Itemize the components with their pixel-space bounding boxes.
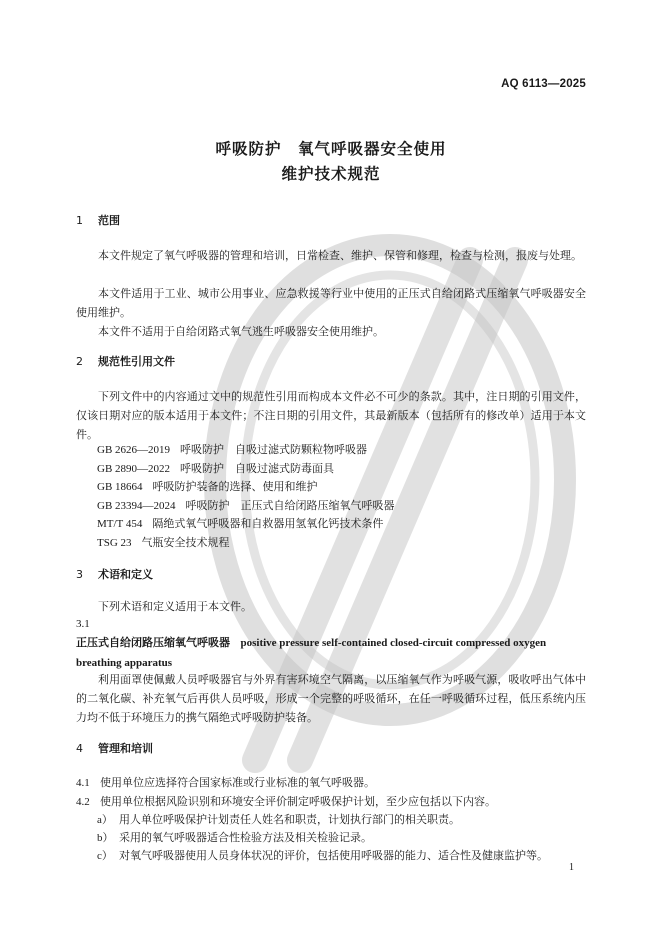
- reference-item: [97, 441, 367, 457]
- page-number: 1: [569, 862, 574, 873]
- clause-item: [76, 774, 375, 790]
- reference-code: MT/T 454: [97, 518, 143, 530]
- section-title: 范围: [98, 214, 120, 227]
- term-title: [76, 633, 588, 673]
- section-3-heading: [76, 566, 153, 582]
- section-4-heading: [76, 740, 153, 756]
- clause-number: 4.1: [76, 777, 90, 789]
- section-3-intro: 下列术语和定义适用于本文件。: [98, 600, 252, 613]
- clause-number: 4.2: [76, 796, 90, 808]
- section-1-heading: [76, 212, 120, 228]
- term-definition: 利用面罩使佩戴人员呼吸器官与外界有害环境空气隔离，以压缩氧气作为呼吸气源，吸收呼出气体中的二氧化碳、补充氧气后再供人员呼吸，形成一个完整的呼吸循环，在任一呼吸循环过程，低压系统内压力均不低于环境压力的携气隔绝式呼吸防护装备。: [76, 673, 586, 724]
- section-2-intro: 下列文件中的内容通过文中的规范性引用而构成本文件必不可少的条款。其中，注日期的引用文件，仅该日期对应的版本适用于本文件；不注日期的引用文件，其最新版本（包括所有的修改单）适用于本文件。: [76, 390, 586, 441]
- reference-title: 呼吸防护 自吸过滤式防毒面具: [180, 462, 335, 475]
- list-item-number: a）: [97, 814, 113, 826]
- section-1-paragraph-2: 本文件适用于工业、城市公用事业、应急救援等行业中使用的正压式自给闭路式压缩氧气呼吸器安全使用维护。: [76, 287, 586, 319]
- section-number: 3: [76, 568, 83, 581]
- reference-item: [97, 478, 318, 494]
- term-name-zh: 正压式自给闭路压缩氧气呼吸器: [76, 636, 230, 649]
- clause-text: 使用单位应选择符合国家标准或行业标准的氧气呼吸器。: [100, 776, 375, 789]
- reference-item: [97, 497, 395, 513]
- term-number: 3.1: [76, 618, 90, 630]
- list-item-number: c）: [97, 850, 113, 862]
- section-title: 管理和培训: [98, 742, 153, 755]
- section-title: 规范性引用文件: [98, 355, 175, 368]
- reference-code: GB 18664: [97, 481, 143, 493]
- section-1-paragraph-1: 本文件规定了氧气呼吸器的管理和培训，日常检查、维护、保管和修理，检查与检测，报废与处理。: [98, 249, 582, 262]
- list-item: [97, 847, 548, 863]
- reference-title: 呼吸防护 正压式自给闭路压缩氧气呼吸器: [185, 499, 395, 512]
- section-number: 2: [76, 355, 83, 368]
- reference-title: 呼吸防护 自吸过滤式防颗粒物呼吸器: [180, 443, 368, 456]
- reference-code: GB 2890—2022: [97, 463, 171, 475]
- term-name-en: positive pressure self-contained closed-circuit compressed oxygen breathing apparatus: [76, 637, 547, 669]
- reference-title: 呼吸防护装备的选择、使用和维护: [152, 480, 318, 493]
- clause-text: 使用单位根据风险识别和环境安全评价制定呼吸保护计划，至少应包括以下内容。: [100, 795, 496, 808]
- reference-code: GB 23394—2024: [97, 500, 176, 512]
- list-item-text: 对氧气呼吸器使用人员身体状况的评价，包括使用呼吸器的能力、适合性及健康监护等。: [119, 849, 548, 862]
- section-2-heading: [76, 353, 175, 369]
- reference-item: [97, 460, 334, 476]
- reference-code: TSG 23: [97, 537, 132, 549]
- section-number: 1: [76, 214, 83, 227]
- list-item: [97, 829, 372, 845]
- reference-item: [97, 515, 383, 531]
- reference-title: 气瓶安全技术规程: [141, 536, 230, 549]
- reference-item: [97, 534, 230, 550]
- document-title-line2: 维护技术规范: [281, 165, 381, 183]
- section-title: 术语和定义: [98, 568, 153, 581]
- list-item: [97, 811, 460, 827]
- list-item-number: b）: [97, 832, 114, 844]
- section-number: 4: [76, 742, 83, 755]
- reference-title: 隔绝式氧气呼吸器和自救器用氢氧化钙技术条件: [152, 517, 384, 530]
- standard-number: AQ 6113—2025: [501, 78, 586, 90]
- document-title-line1: 呼吸防护 氧气呼吸器安全使用: [215, 140, 447, 158]
- reference-code: GB 2626—2019: [97, 444, 171, 456]
- list-item-text: 用人单位呼吸保护计划责任人姓名和职责，计划执行部门的相关职责。: [119, 813, 460, 826]
- section-1-paragraph-3: 本文件不适用于自给闭路式氧气逃生呼吸器安全使用维护。: [98, 325, 384, 338]
- clause-item: [76, 793, 496, 809]
- list-item-text: 采用的氧气呼吸器适合性检验方法及相关检验记录。: [119, 831, 372, 844]
